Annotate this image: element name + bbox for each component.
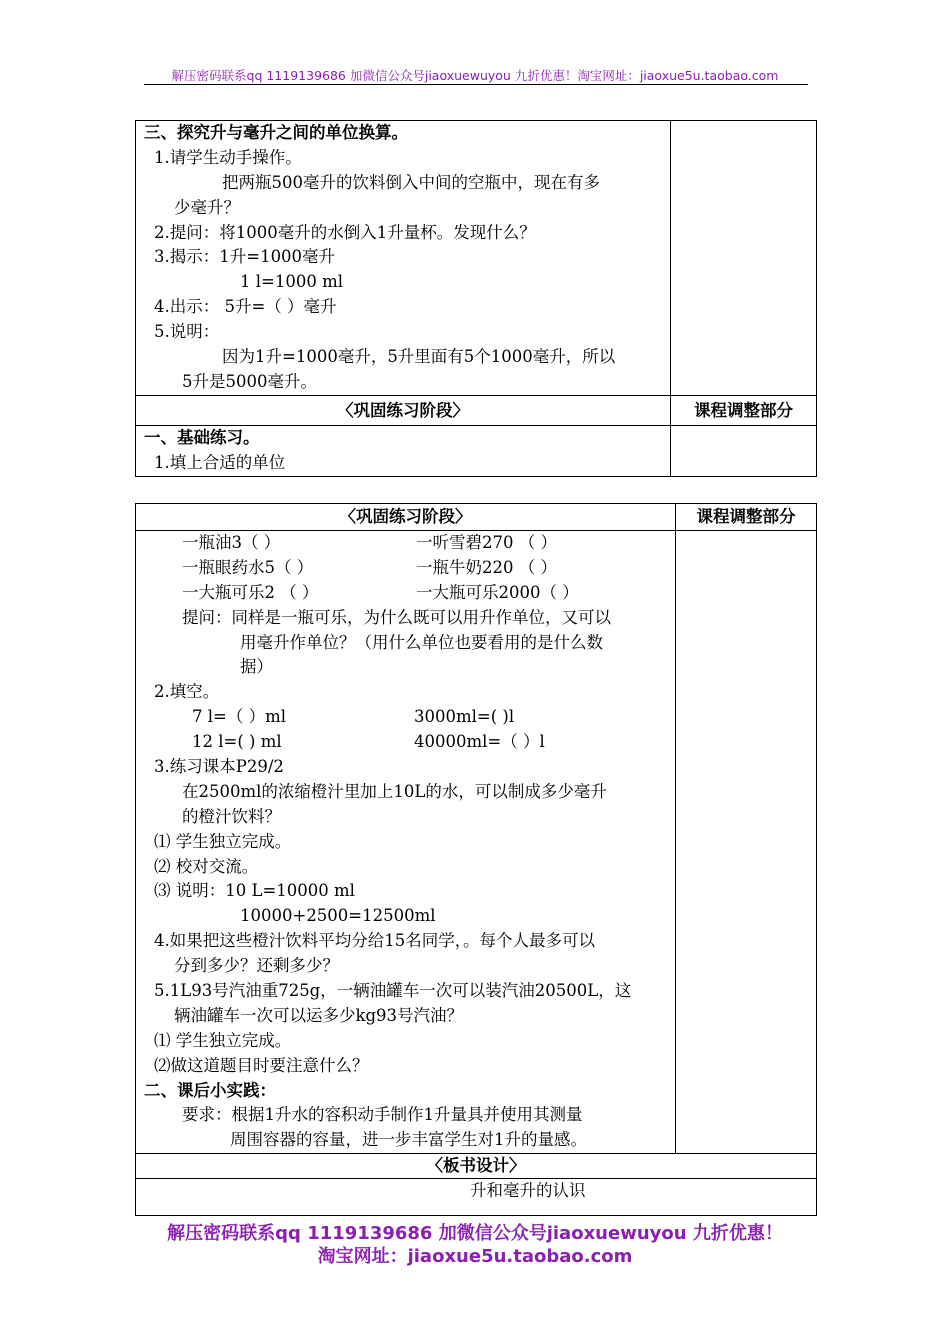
text-line: 提问：同样是一瓶可乐，为什么既可以用升作单位，又可以 [182, 607, 611, 627]
text-line: 5.1L93号汽油重725g，一辆油罐车一次可以装汽油20500L，这 [154, 981, 632, 1001]
unit-item: 一瓶油3（ ） [182, 533, 281, 552]
unit-item: 一大瓶可乐2000（ ） [416, 582, 579, 602]
unit-item: 一听雪碧270 （ ） [416, 533, 557, 552]
text-line: 的橙汁饮料？ [182, 806, 281, 826]
text-line: 10000+2500=12500ml [240, 906, 436, 926]
adjust-header: 课程调整部分 [676, 504, 817, 531]
header-rule [144, 84, 808, 85]
text-line: 要求：根据1升水的容积动手制作1升量具并使用其测量 [182, 1105, 583, 1125]
text-line: 把两瓶500毫升的饮料倒入中间的空瓶中，现在有多 [222, 172, 600, 192]
footer-watermark-line1: 解压密码联系qq 1119139686 加微信公众号jiaoxuewuyou 九折优惠！ [167, 1223, 783, 1244]
unit-item: 一大瓶可乐2 （ ） [182, 582, 319, 602]
text-line: 2.填空。 [154, 682, 220, 702]
explore-cell [136, 121, 671, 396]
adjust-cell [671, 121, 817, 396]
practice-cell [136, 531, 676, 1154]
text-line: 用毫升作单位？（用什么单位也要看用的是什么数 [240, 632, 603, 652]
section-title: 三、探究升与毫升之间的单位换算。 [144, 123, 408, 142]
footer-watermark-line2: 淘宝网址：jiaoxue5u.taobao.com [317, 1246, 633, 1267]
text-line: ⑴ 学生独立完成。 [154, 1030, 292, 1050]
fill-row [144, 730, 675, 755]
stage-header: 〈巩固练习阶段〉 [136, 504, 676, 531]
practice-title: 二、课后小实践： [144, 1080, 276, 1100]
fill-item: 12 l=( ) ml [192, 732, 282, 752]
text-line: 据） [240, 657, 273, 677]
text-line: 周围容器的容量，进一步丰富学生对1升的量感。 [230, 1130, 587, 1150]
lesson-table-1 [135, 120, 817, 477]
unit-row [144, 531, 675, 556]
text-line: ⑵做这道题目时要注意什么？ [154, 1055, 369, 1075]
text-line: 5升是5000毫升。 [182, 371, 317, 391]
text-line: 分到多少？还剩多少？ [174, 956, 339, 976]
unit-item: 一瓶眼药水5（ ） [182, 557, 314, 577]
text-line: 辆油罐车一次可以运多少kg93号汽油？ [174, 1005, 464, 1025]
adjust-header: 课程调整部分 [671, 395, 817, 425]
stage-header: 〈巩固练习阶段〉 [136, 395, 671, 425]
basic-title: 一、基础练习。 [144, 427, 260, 447]
text-line: ⑴ 学生独立完成。 [154, 831, 292, 851]
text-line: 3.练习课本P29/2 [154, 757, 284, 777]
fill-item: 3000ml=( )l [414, 707, 515, 727]
unit-row [144, 581, 675, 606]
text-line: 5.说明： [154, 322, 220, 342]
fill-item: 7 l=（ ）ml [192, 707, 287, 727]
board-title: 升和毫升的认识 [470, 1181, 586, 1201]
text-line: ⑶ 说明：10 L=10000 ml [154, 881, 355, 901]
text-line: 少毫升？ [174, 197, 240, 217]
unit-item: 一瓶牛奶220 （ ） [416, 557, 557, 577]
adjust-cell [671, 425, 817, 476]
adjust-cell [676, 531, 817, 1154]
text-line: 在2500ml的浓缩橙汁里加上10L的水，可以制成多少毫升 [182, 781, 607, 801]
text-line: 1.填上合适的单位 [154, 452, 286, 472]
board-cell [136, 1179, 817, 1216]
unit-row [144, 556, 675, 581]
fill-row [144, 705, 675, 730]
fill-item: 40000ml=（ ）l [414, 732, 545, 752]
text-line: 3.揭示：1升=1000毫升 [154, 247, 336, 267]
lesson-table-2 [135, 503, 817, 1216]
board-header: 〈板书设计〉 [136, 1154, 817, 1179]
text-line: 4.出示： 5升=（ ）毫升 [154, 297, 337, 317]
basic-cell [136, 425, 671, 476]
header-watermark: 解压密码联系qq 1119139686 加微信公众号jiaoxuewuyou 九折优惠！淘宝网址：jiaoxue5u.taobao.com [171, 68, 779, 83]
text-line: 4.如果把这些橙汁饮料平均分给15名同学，。每个人最多可以 [154, 931, 595, 951]
text-line: ⑵ 校对交流。 [154, 856, 259, 876]
text-line: 1 l=1000 ml [240, 272, 344, 292]
text-line: 因为1升=1000毫升，5升里面有5个1000毫升，所以 [222, 347, 616, 367]
text-line: 1.请学生动手操作。 [154, 147, 302, 167]
text-line: 2.提问：将1000毫升的水倒入1升量杯。发现什么？ [154, 222, 536, 242]
